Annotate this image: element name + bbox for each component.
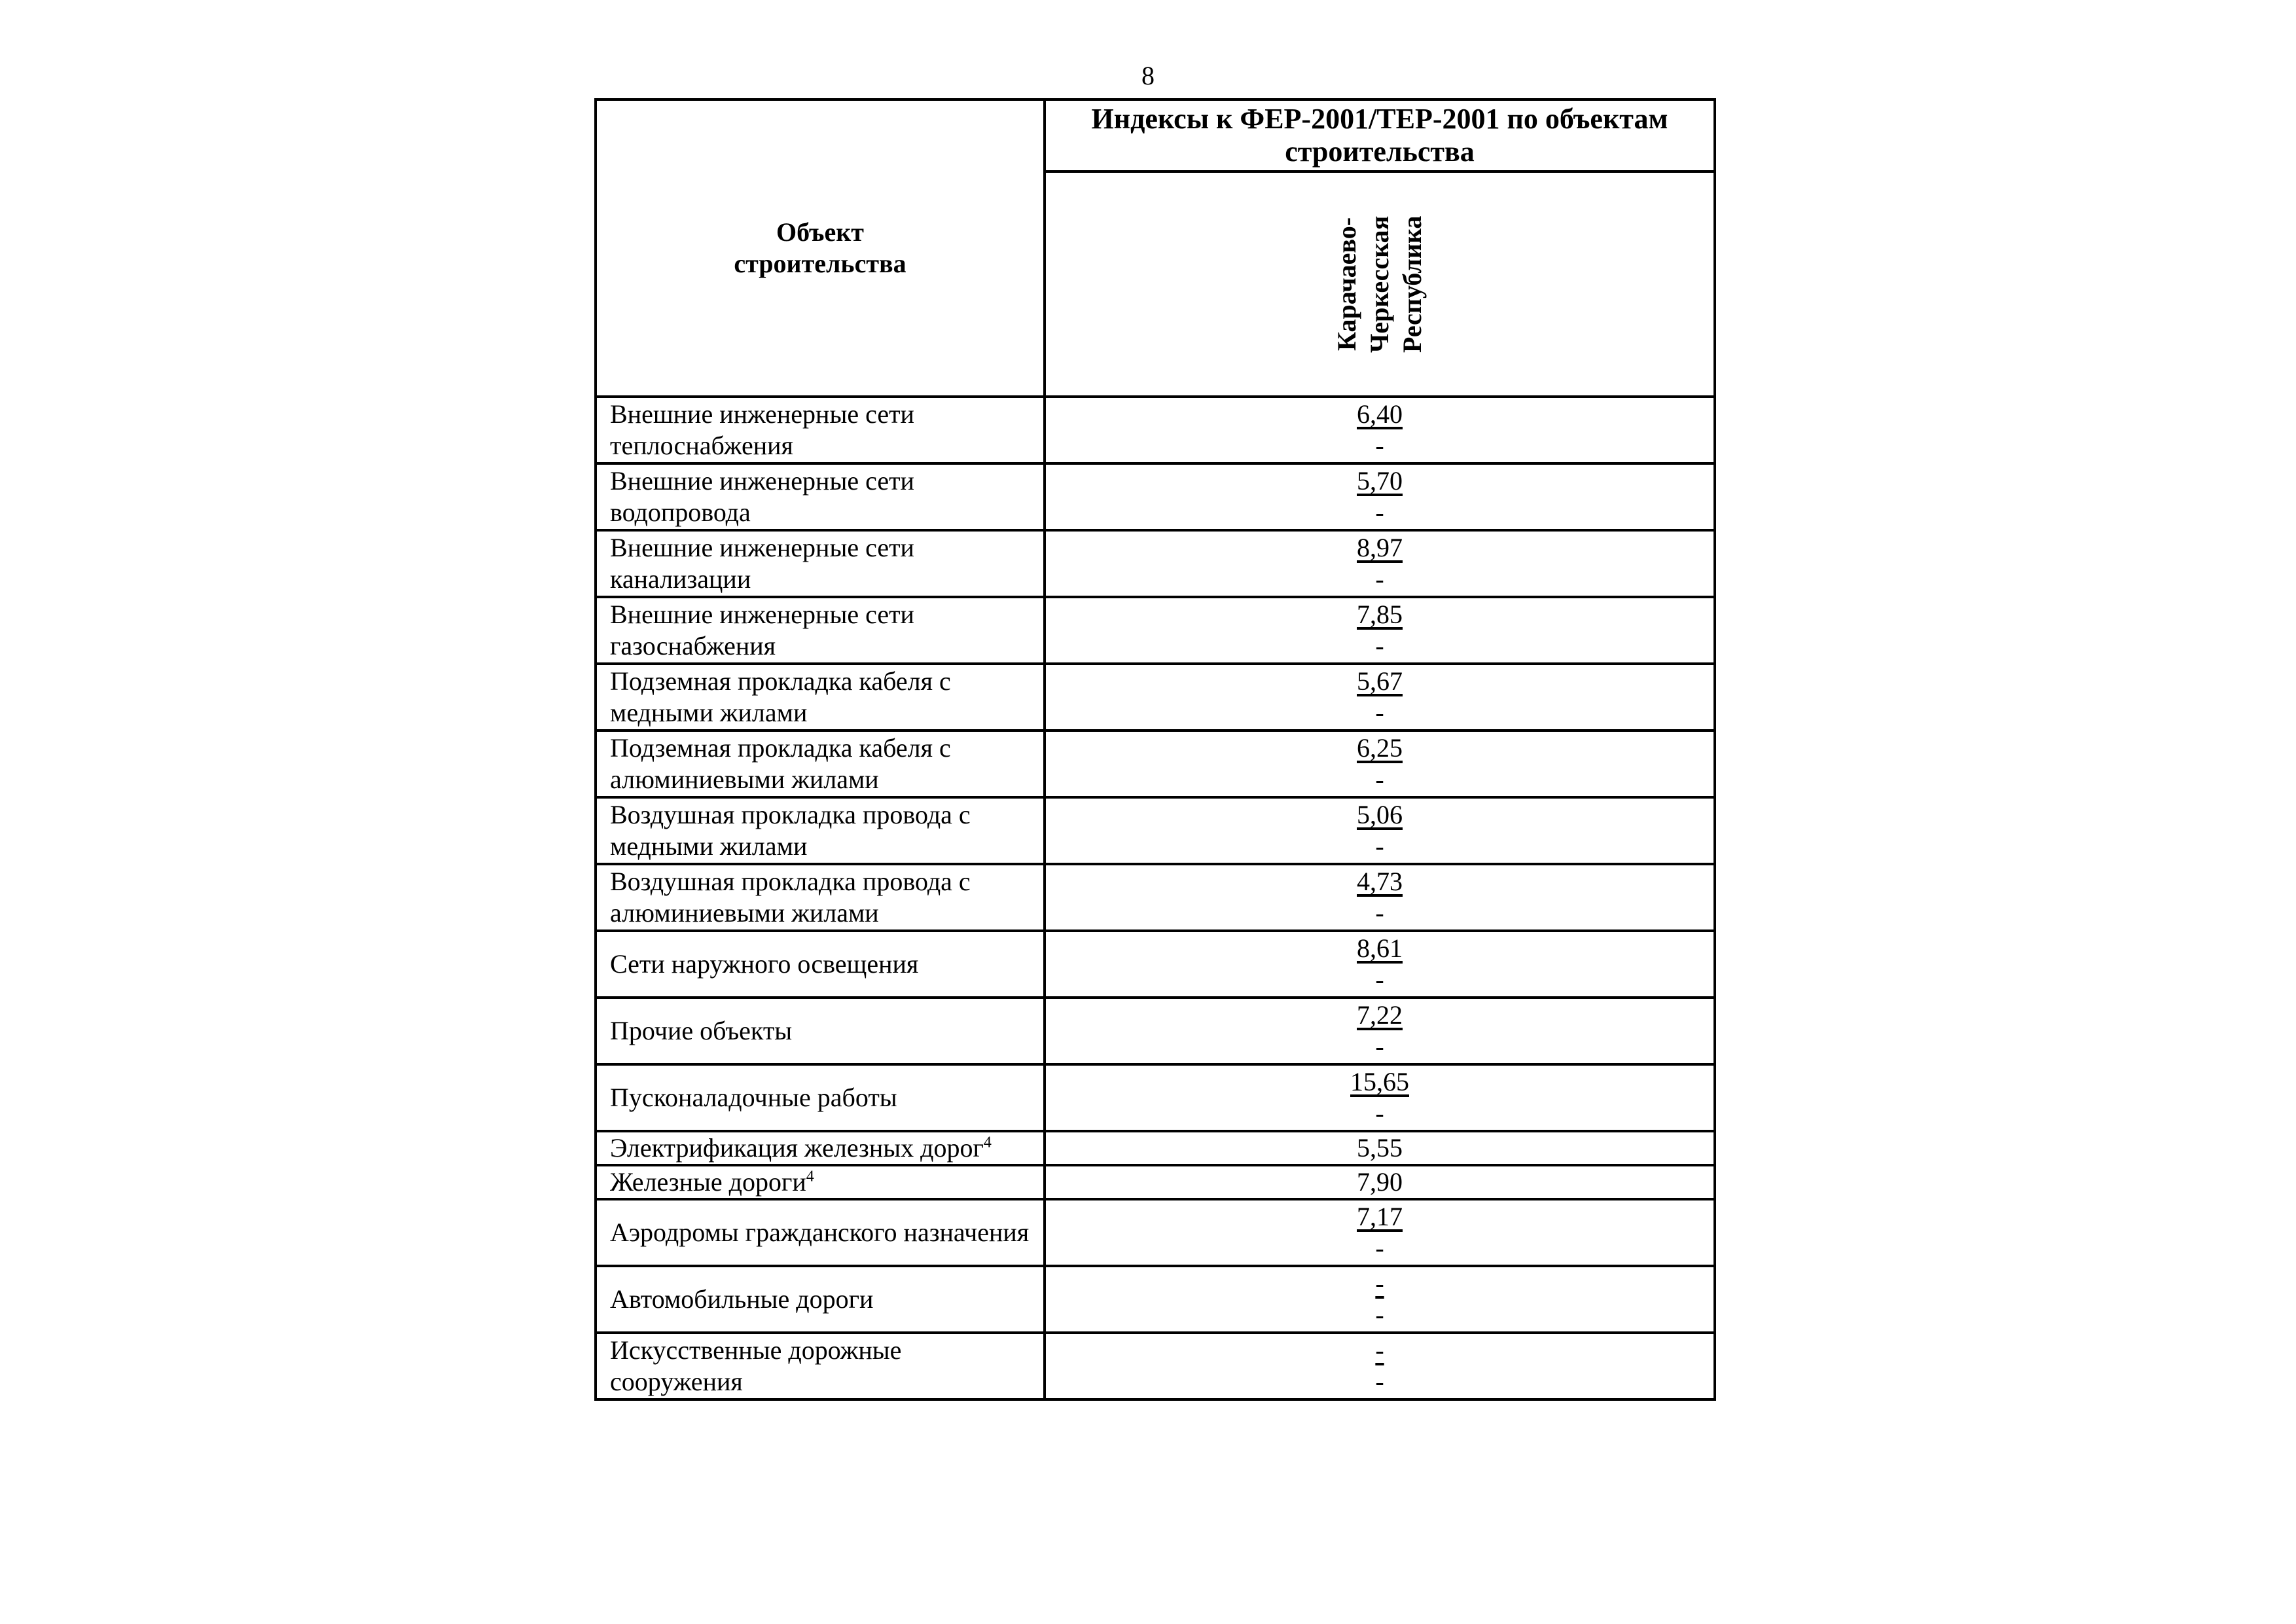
object-name: Искусственные дорожные сооружения <box>610 1335 902 1396</box>
object-name-cell <box>596 1266 1045 1333</box>
table-row <box>596 998 1715 1064</box>
index-value-cell <box>1045 1266 1715 1333</box>
table-row <box>596 731 1715 797</box>
index-value: 8,61 <box>1357 933 1403 963</box>
index-value-cell <box>1045 931 1715 998</box>
index-subvalue: - <box>1375 1032 1384 1061</box>
header-object <box>596 99 1045 397</box>
object-name: Внешние инженерные сети теплоснабжения <box>610 399 914 460</box>
index-value: 8,97 <box>1357 533 1403 562</box>
table-row <box>596 864 1715 931</box>
object-name: Подземная прокладка кабеля с алюминиевыми жилами <box>610 733 951 794</box>
index-value-cell <box>1045 731 1715 797</box>
object-name-cell <box>596 1165 1045 1199</box>
index-subvalue: - <box>1375 965 1384 994</box>
index-value-cell <box>1045 530 1715 597</box>
index-value-cell <box>1045 1199 1715 1266</box>
object-name-cell <box>596 597 1045 664</box>
object-name: Внешние инженерные сети газоснабжения <box>610 600 914 660</box>
index-subvalue: - <box>1375 631 1384 660</box>
index-subvalue: - <box>1375 898 1384 928</box>
index-subvalue: - <box>1375 765 1384 794</box>
object-name-cell <box>596 1131 1045 1165</box>
index-subvalue: - <box>1375 1233 1384 1263</box>
object-name: Внешние инженерные сети водопровода <box>610 466 914 527</box>
header-region <box>1045 171 1715 397</box>
index-value: 7,90 <box>1357 1167 1403 1197</box>
index-subvalue: - <box>1375 831 1384 861</box>
object-name-cell <box>596 797 1045 864</box>
index-value: 5,55 <box>1357 1133 1403 1163</box>
object-name-cell <box>596 998 1045 1064</box>
object-name: Пусконаладочные работы <box>610 1083 897 1112</box>
index-subvalue: - <box>1375 431 1384 460</box>
page-number: 8 <box>1141 61 1155 90</box>
index-value-cell <box>1045 864 1715 931</box>
index-value: 5,70 <box>1357 466 1403 496</box>
header-main-label: Индексы к ФЕР-2001/ТЕР-2001 по объектам строительства <box>1091 103 1668 168</box>
index-subvalue: - <box>1375 698 1384 727</box>
index-value-cell <box>1045 1165 1715 1199</box>
index-value-cell <box>1045 463 1715 530</box>
object-name-cell <box>596 664 1045 731</box>
index-value: 7,22 <box>1357 1000 1403 1030</box>
object-name-cell <box>596 463 1045 530</box>
footnote-mark: 4 <box>983 1134 992 1151</box>
index-value: 5,67 <box>1357 666 1403 696</box>
index-value: 6,25 <box>1357 733 1403 763</box>
index-subvalue: - <box>1375 1300 1384 1329</box>
index-value-cell <box>1045 998 1715 1064</box>
header-object-label: Объект строительства <box>734 217 906 278</box>
header-main <box>1045 99 1715 171</box>
index-table <box>594 98 1716 1401</box>
object-name-cell <box>596 731 1045 797</box>
table-row <box>596 1064 1715 1131</box>
object-name-cell <box>596 931 1045 998</box>
object-name: Прочие объекты <box>610 1016 793 1045</box>
index-value-cell <box>1045 797 1715 864</box>
object-name: Электрификация железных дорог <box>610 1133 984 1163</box>
table-row <box>596 1165 1715 1199</box>
object-name: Сети наружного освещения <box>610 949 919 979</box>
object-name: Внешние инженерные сети канализации <box>610 533 914 594</box>
index-value-cell <box>1045 1064 1715 1131</box>
header-region-label: Карачаево-Черкесская Республика <box>1332 215 1427 353</box>
index-value: 15,65 <box>1350 1067 1409 1096</box>
index-value-cell <box>1045 597 1715 664</box>
object-name: Автомобильные дороги <box>610 1284 874 1314</box>
index-value: 6,40 <box>1357 399 1403 429</box>
index-value: 7,85 <box>1357 600 1403 629</box>
object-name-cell <box>596 530 1045 597</box>
index-value-cell <box>1045 1333 1715 1399</box>
object-name: Железные дороги <box>610 1167 806 1197</box>
table-row <box>596 1199 1715 1266</box>
table-row <box>596 1266 1715 1333</box>
index-value: 7,17 <box>1357 1202 1403 1231</box>
table-row <box>596 530 1715 597</box>
object-name: Воздушная прокладка провода с алюминиевыми жилами <box>610 867 971 928</box>
index-subvalue: - <box>1375 1098 1384 1128</box>
index-subvalue: - <box>1375 497 1384 527</box>
object-name-cell <box>596 397 1045 463</box>
index-value-cell <box>1045 1131 1715 1165</box>
table-row <box>596 397 1715 463</box>
index-subvalue: - <box>1375 564 1384 594</box>
table-row <box>596 597 1715 664</box>
object-name-cell <box>596 1333 1045 1399</box>
object-name: Подземная прокладка кабеля с медными жилами <box>610 666 951 727</box>
table-row <box>596 1131 1715 1165</box>
object-name-cell <box>596 1064 1045 1131</box>
index-value: 4,73 <box>1357 867 1403 896</box>
object-name: Аэродромы гражданского назначения <box>610 1218 1030 1247</box>
index-value: - <box>1375 1335 1384 1365</box>
table-row <box>596 797 1715 864</box>
table-row <box>596 664 1715 731</box>
object-name: Воздушная прокладка провода с медными жилами <box>610 800 971 861</box>
footnote-mark: 4 <box>806 1168 814 1185</box>
table-row <box>596 463 1715 530</box>
object-name-cell <box>596 1199 1045 1266</box>
index-value: 5,06 <box>1357 800 1403 829</box>
object-name-cell <box>596 864 1045 931</box>
index-value-cell <box>1045 397 1715 463</box>
table-row <box>596 1333 1715 1399</box>
index-value: - <box>1375 1269 1384 1298</box>
index-subvalue: - <box>1375 1367 1384 1396</box>
index-value-cell <box>1045 664 1715 731</box>
header-row-1 <box>596 99 1715 171</box>
table-row <box>596 931 1715 998</box>
